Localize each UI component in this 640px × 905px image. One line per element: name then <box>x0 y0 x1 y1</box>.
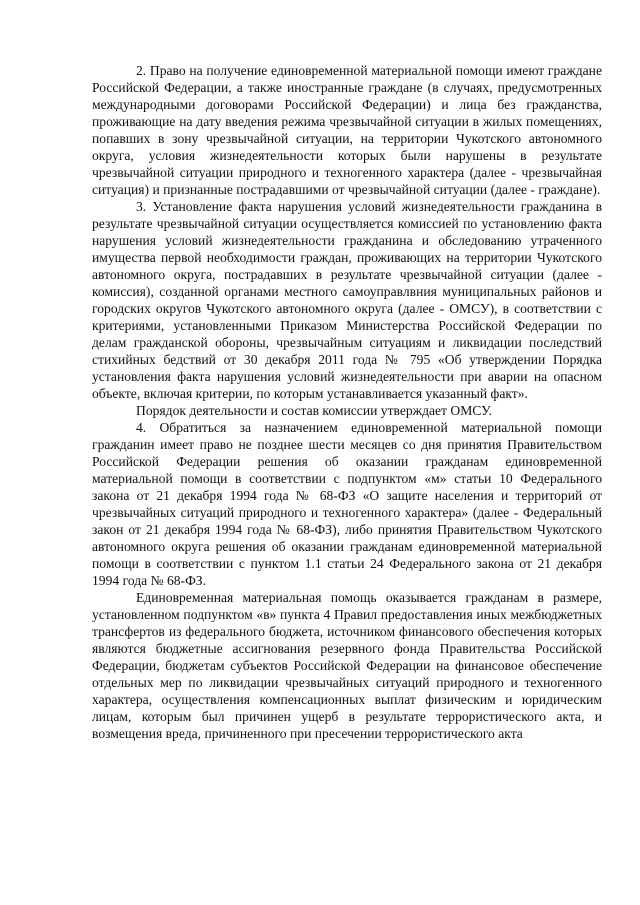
paragraph-commission-procedure: Порядок деятельности и состав комиссии утверждает ОМСУ. <box>136 403 492 418</box>
paragraph-assistance-amount: Единовременная материальная помощь оказывается гражданам в размере, установленном подпунктом «в» пункта 4 Правил предоставления иных межбюджетных трансфертов из федерального бюджета, источником финансового обеспечения которых являются бюджетные ассигнования резервного фонда Правительства Российской Федерации, бюджетам субъектов Российской Федерации на финансовое обеспечение отдельных мер по ликвидации чрезвычайных ситуаций природного и техногенного характера, осуществления компенсационных выплат физическим и юридическим лицам, которым был причинен ущерб в результате террористического акта, и возмещения вреда, причиненного при пресечении террористического акта <box>92 590 602 741</box>
document-page <box>92 62 602 742</box>
paragraph-2: 2. Право на получение единовременной материальной помощи имеют граждане Российской Федерации, а также иностранные граждане (в случаях, предусмотренных международными договорами Российской Федерации) и лица без гражданства, проживающие на дату введения режима чрезвычайной ситуации в жилых помещениях, попавших в зону чрезвычайной ситуации, на территории Чукотского автономного округа, условия жизнедеятельности которых были нарушены в результате чрезвычайной ситуации природного и техногенного характера (далее - чрезвычайная ситуация) и признанные пострадавшими от чрезвычайной ситуации (далее - граждане). <box>92 63 602 197</box>
paragraph-3: 3. Установление факта нарушения условий жизнедеятельности гражданина в результате чрезвычайной ситуации осуществляется комиссией по установлению факта нарушения условий жизнедеятельности гражданина и обследованию утраченного имущества первой необходимости граждан, проживающих на территории Чукотского автономного округа, пострадавших в результате чрезвычайной ситуации (далее - комиссия), созданной органами местного самоуправлвния муниципальных районов и городских округов Чукотского автономного округа (далее - ОМСУ), в соответствии с критериями, установленными Приказом Министерства Российской Федерации по делам гражданской обороны, чрезвычайным ситуациям и ликвидации последствий стихийных бедствий от 30 декабря 2011 года № 795 «Об утверждении Порядка установления факта нарушения условий жизнедеятельности при аварии на опасном объекте, включая критерии, по которым устанавливается указанный факт». <box>92 199 602 401</box>
paragraph-4: 4. Обратиться за назначением единовременной материальной помощи гражданин имеет право не позднее шести месяцев со дня принятия Правительством Российской Федерации решения об оказании гражданам единовременной материальной помощи в соответствии с подпунктом «м» статьи 10 Федерального закона от 21 декабря 1994 года № 68-ФЗ «О защите населения и территорий от чрезвычайных ситуаций природного и техногенного характера» (далее - Федеральный закон от 21 декабря 1994 года № 68-ФЗ), либо принятия Правительством Чукотского автономного округа решения об оказании гражданам единовременной материальной помощи в соответствии с пунктом 1.1 статьи 24 Федерального закона от 21 декабря 1994 года № 68-ФЗ. <box>92 420 602 588</box>
